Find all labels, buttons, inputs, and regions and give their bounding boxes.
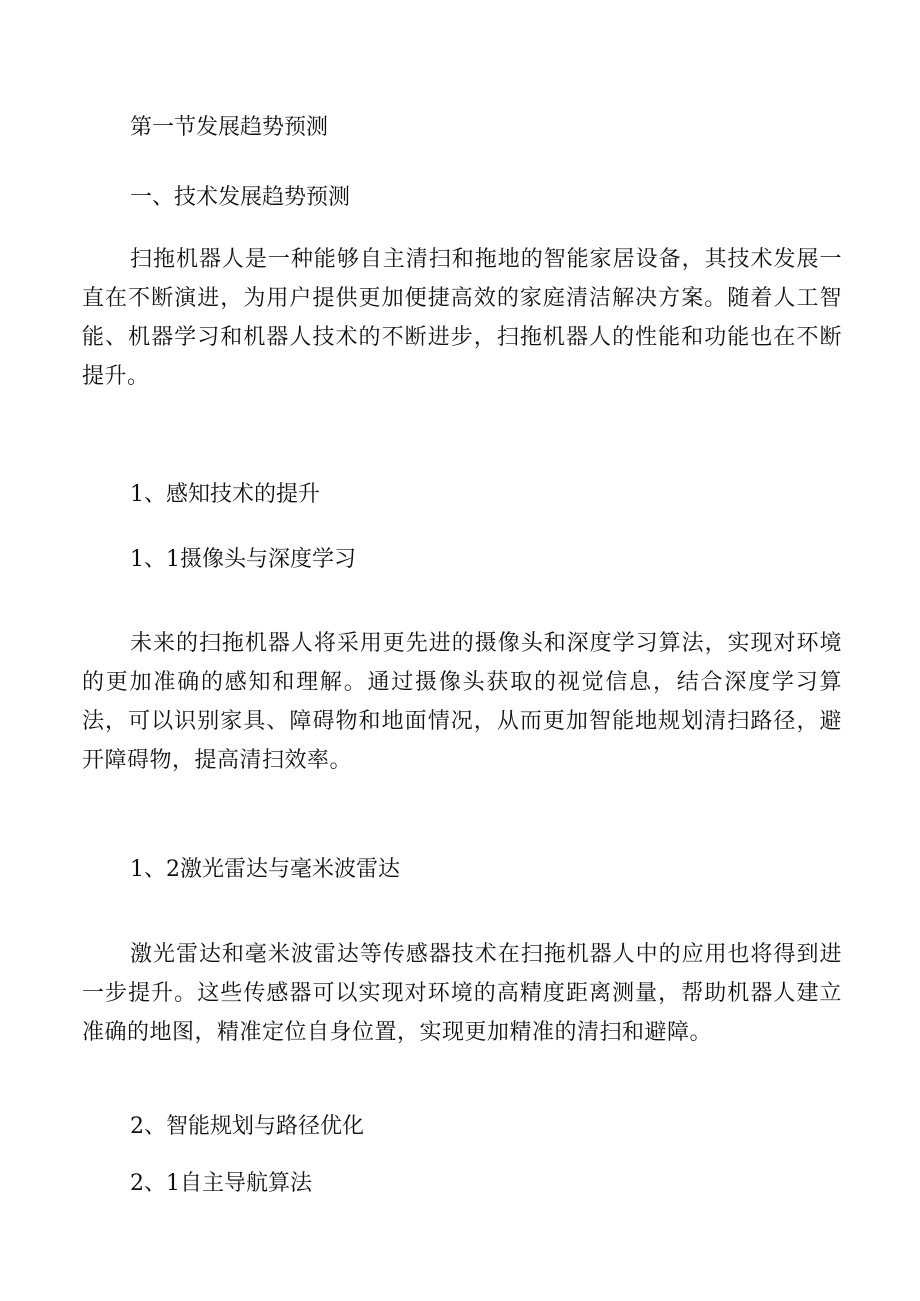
paragraph-lidar: 激光雷达和毫米波雷达等传感器技术在扫拖机器人中的应用也将得到进一步提升。这些传感器可以实现对环境的高精度距离测量，帮助机器人建立准确的地图，精准定位自身位置，实现更加精准的清扫和避障。 — [82, 942, 842, 1045]
section-title: 第一节发展趋势预测 — [130, 115, 329, 140]
paragraph-camera: 未来的扫拖机器人将采用更先进的摄像头和深度学习算法，实现对环境的更加准确的感知和理解。通过摄像头获取的视觉信息，结合深度学习算法，可以识别家具、障碍物和地面情况，从而更加智能地规划清扫路径，避开障碍物，提高清扫效率。 — [82, 631, 842, 773]
heading-camera-deep-learning: 1、1摄像头与深度学习 — [130, 547, 356, 572]
heading-lidar-radar: 1、2激光雷达与毫米波雷达 — [130, 857, 400, 882]
paragraph-intro: 扫拖机器人是一种能够自主清扫和拖地的智能家居设备，其技术发展一直在不断演进，为用户提供更加便捷高效的家庭清洁解决方案。随着人工智能、机器学习和机器人技术的不断进步，扫拖机器人的性能和功能也在不断提升。 — [82, 247, 842, 389]
heading-tech-trend: 一、技术发展趋势预测 — [130, 185, 351, 210]
heading-planning: 2、智能规划与路径优化 — [130, 1114, 364, 1139]
heading-navigation-algorithm: 2、1自主导航算法 — [130, 1171, 312, 1196]
heading-perception: 1、感知技术的提升 — [130, 482, 320, 507]
